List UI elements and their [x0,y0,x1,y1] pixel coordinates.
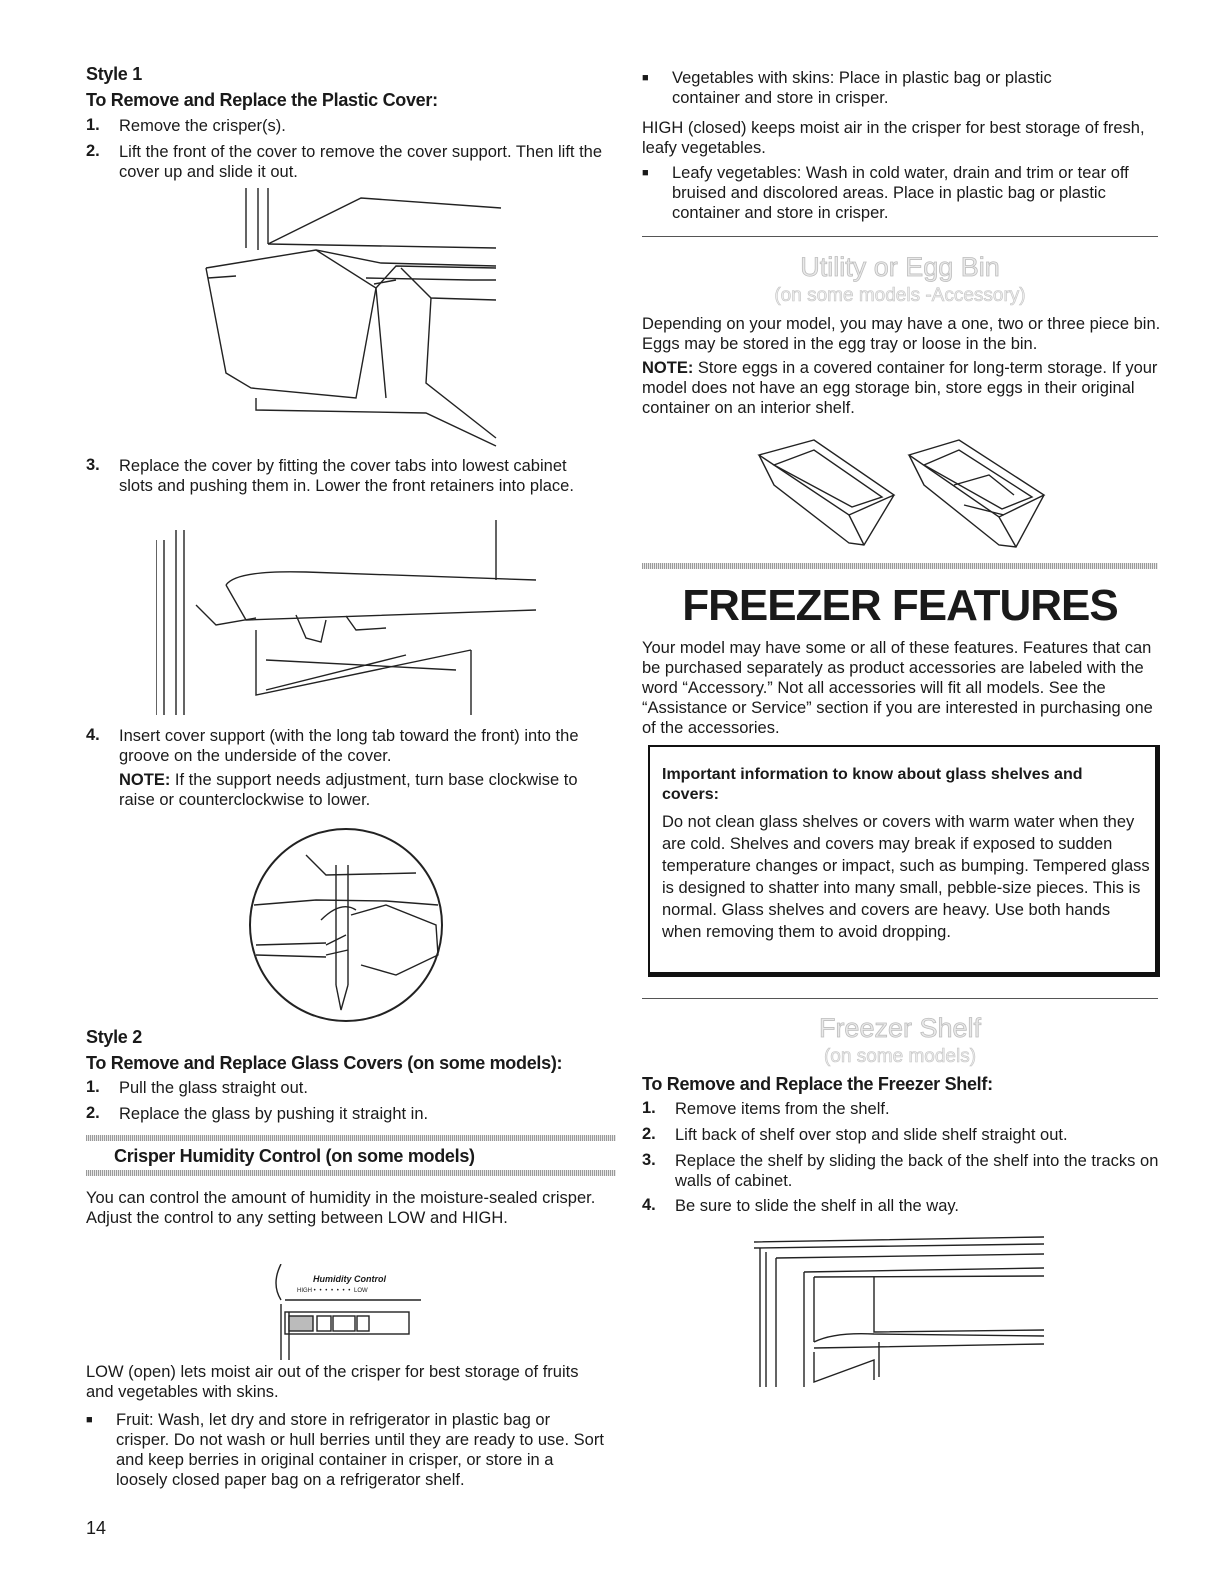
cover-support-adjust-illustration [246,825,446,1025]
freezer-shelf-title: Freezer Shelf [818,1013,982,1043]
control-scale: HIGH • • • • • • • LOW [297,1288,368,1294]
freezer-shelf-subheading: To Remove and Replace the Freezer Shelf: [642,1074,993,1094]
section-divider [642,563,1158,569]
crisper-cover-illustration [196,188,616,448]
humidity-intro: You can control the amount of humidity in the moisture-sealed crisper. Adjust the control to any setting between LOW and HIGH. [86,1189,596,1227]
freezer-intro: Your model may have some or all of these features. Features that can be purchased separately as product accessories are labeled with the word “Accessory.” Not all accessories will fit all models. See the “Assistance or Service” section if you are interested in purchasing one of the accessories. [642,639,1153,737]
section-rule [642,998,1158,999]
section-divider [86,1135,616,1141]
cover-retainer-illustration [156,520,636,720]
style2-subheading: To Remove and Replace Glass Covers (on some models): [86,1053,563,1073]
high-text: HIGH (closed) keeps moist air in the crisper for best storage of fresh, leafy vegetables. [642,119,1145,157]
step4-note: NOTE: If the support needs adjustment, turn base clockwise to raise or counterclockwise to lower. [119,771,578,809]
egg-bin-text: Depending on your model, you may have a one, two or three piece bin. Eggs may be stored in the egg tray or loose in the bin. [642,315,1161,353]
style2-heading: Style 2 [86,1027,142,1047]
glass-warning-box [648,745,1160,977]
egg-bin-title: Utility or Egg Bin [800,252,1000,282]
egg-bin-illustration [754,435,1054,555]
egg-bin-subtitle: (on some models -Accessory) [774,285,1026,306]
low-text: LOW (open) lets moist air out of the crisper for best storage of fruits and vegetables with skins. [86,1363,579,1401]
control-label: Humidity Control [313,1274,386,1284]
freezer-shelf-subtitle: (on some models) [823,1046,977,1067]
freezer-shelf-illustration [754,1232,1054,1392]
egg-bin-note: NOTE: Store eggs in a covered container for long-term storage. If your model does not have an egg storage bin, store eggs in their original container on an interior shelf. [642,359,1158,417]
glass-warning-text: Do not clean glass shelves or covers with warm water when they are cold. Shelves and covers may break if exposed to sudden temperature changes or impact, such as bumping. Tempered glass is designed to shatter into many small, pebble-size pieces. This is normal. Glass shelves and covers are heavy. Use both hands when removing them to avoid dropping. [662,813,1150,941]
freezer-features-title: FREEZER FEATURES [682,581,1118,630]
style1-heading: Style 1 [86,64,142,84]
humidity-control-illustration [271,1264,511,1360]
style1-subheading: To Remove and Replace the Plastic Cover: [86,90,438,110]
section-divider [86,1170,616,1176]
section-rule [642,236,1158,237]
humidity-heading: Crisper Humidity Control (on some models) [114,1146,475,1166]
page-number: 14 [86,1518,107,1538]
glass-warning-heading: Important information to know about glass shelves and covers: [662,766,1083,803]
